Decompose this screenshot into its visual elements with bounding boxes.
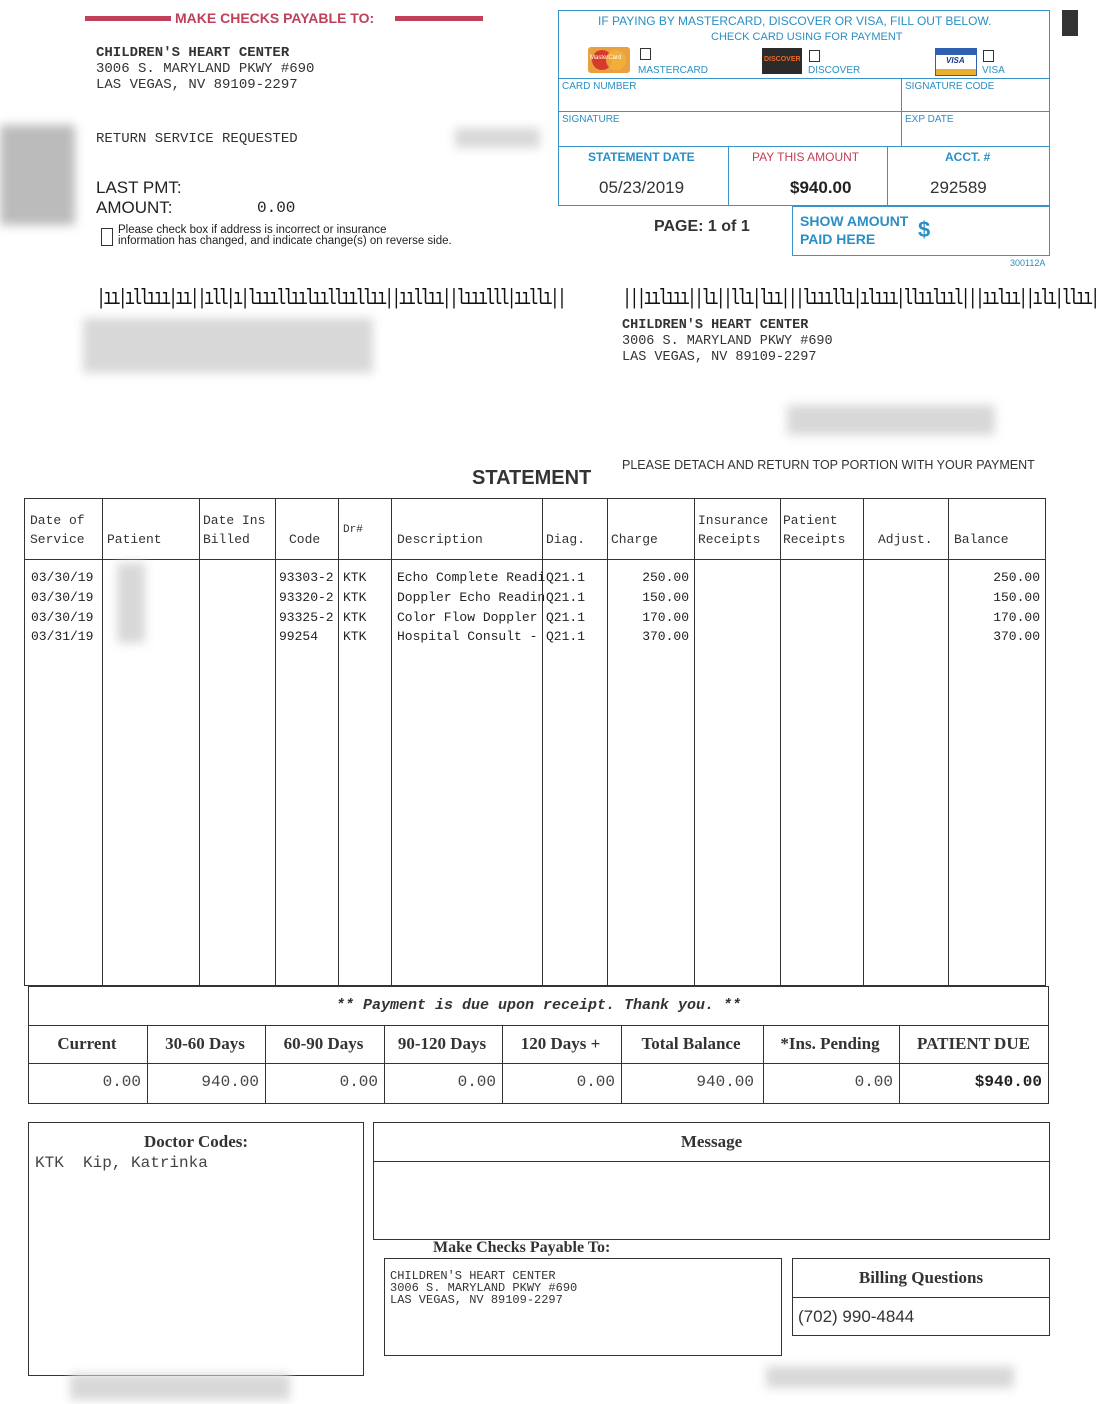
account-number: 292589 — [930, 178, 987, 197]
header-date-ins-1: Date Ins — [203, 513, 266, 528]
make-checks-header: MAKE CHECKS PAYABLE TO: — [85, 10, 485, 28]
footer-payee-3: LAS VEGAS, NV 89109-2297 — [390, 1293, 563, 1307]
mastercard-checkbox[interactable] — [640, 48, 651, 60]
card-box-subtitle: CHECK CARD USING FOR PAYMENT — [711, 31, 903, 43]
header-description: Description — [397, 532, 483, 547]
payee-address-line2: LAS VEGAS, NV 89109-2297 — [96, 77, 298, 93]
visa-logo: VISA — [935, 48, 977, 76]
aging-label-120-plus: 120 Days + — [520, 1034, 601, 1053]
mastercard-logo: MasterCard — [588, 47, 630, 73]
show-amount-label-1: SHOW AMOUNT — [800, 213, 909, 229]
aging-value-60-90: 0.00 — [339, 1073, 378, 1091]
doctor-codes-label: Doctor Codes: — [143, 1132, 249, 1151]
aging-value-30-60: 940.00 — [201, 1073, 259, 1091]
table-row: 03/30/19 93325-2 KTK Color Flow Doppler Q21.1 170.00 170.00 — [31, 610, 1040, 625]
return-service-requested: RETURN SERVICE REQUESTED — [96, 131, 298, 147]
mastercard-label: MASTERCARD — [638, 65, 709, 76]
exp-date-field[interactable]: EXP DATE — [905, 114, 954, 125]
return-address-name: CHILDREN'S HEART CENTER — [622, 318, 809, 333]
message-box — [373, 1122, 1050, 1240]
signature-field[interactable]: SIGNATURE — [562, 114, 620, 125]
aging-label-patient-due: PATIENT DUE — [917, 1034, 1030, 1053]
billing-questions-label: Billing Questions — [858, 1268, 984, 1287]
aging-label-total-balance: Total Balance — [641, 1034, 741, 1053]
card-number-field[interactable]: CARD NUMBER — [562, 81, 637, 92]
signature-code-field[interactable]: SIGNATURE CODE — [905, 81, 995, 92]
statement-date-label: STATEMENT DATE — [588, 150, 695, 164]
discover-label: DISCOVER — [808, 65, 861, 76]
acct-label: ACCT. # — [945, 150, 991, 164]
address-change-checkbox[interactable] — [101, 228, 113, 246]
aging-label-30-60: 30-60 Days — [165, 1034, 245, 1053]
header-ins-receipts-1: Insurance — [698, 513, 769, 528]
footer-payee-1: CHILDREN'S HEART CENTER — [390, 1269, 556, 1283]
table-row: 03/31/19 99254 KTK Hospital Consult - Q21.1 370.00 370.00 — [31, 629, 1040, 644]
return-address-line2: LAS VEGAS, NV 89109-2297 — [622, 350, 817, 365]
form-code: 300112A — [1010, 258, 1046, 268]
header-dr: Dr# — [343, 524, 363, 536]
return-address-line1: 3006 S. MARYLAND PKWY #690 — [622, 334, 833, 349]
visa-label: VISA — [982, 65, 1005, 76]
show-amount-label-2: PAID HERE — [800, 231, 876, 247]
billing-phone: (702) 990-4844 — [798, 1307, 915, 1326]
visa-checkbox[interactable] — [983, 50, 994, 62]
detach-note: PLEASE DETACH AND RETURN TOP PORTION WITH YOUR PAYMENT — [622, 458, 1035, 472]
aging-label-ins-pending: *Ins. Pending — [780, 1034, 880, 1053]
pay-amount-value: $940.00 — [790, 178, 852, 197]
doctor-codes-box — [28, 1122, 364, 1376]
barcode-right: |||ıılııı||lı||llı|lıı|||lıııllı|ılııı|llıılııl|||ıılıı||ılı|llıı| — [622, 287, 1097, 312]
last-payment-label: LAST PMT: — [96, 178, 182, 197]
header-diag: Diag. — [546, 532, 586, 547]
header-ins-receipts-2: Receipts — [698, 532, 761, 547]
payee-name: CHILDREN'S HEART CENTER — [96, 45, 290, 61]
header-pat-receipts-2: Receipts — [783, 532, 846, 547]
payment-due-notice: ** Payment is due upon receipt. Thank you. ** — [335, 997, 742, 1014]
last-payment-amount: 0.00 — [257, 199, 296, 217]
aging-value-120-plus: 0.00 — [576, 1073, 615, 1091]
discover-logo: DISCOVER — [762, 48, 802, 74]
dollar-sign: $ — [918, 217, 931, 242]
aging-label-60-90: 60-90 Days — [283, 1034, 364, 1053]
billing-questions-box — [792, 1258, 1050, 1336]
aging-value-total-balance: 940.00 — [696, 1073, 754, 1091]
checkbox-note-2: information has changed, and indicate change(s) on reverse side. — [118, 235, 452, 247]
header-adjust: Adjust. — [878, 532, 933, 547]
header-pat-receipts-1: Patient — [783, 513, 838, 528]
discover-checkbox[interactable] — [809, 50, 820, 62]
message-label: Message — [680, 1132, 743, 1151]
statement-table — [24, 498, 1046, 986]
statement-title: STATEMENT — [472, 467, 592, 489]
table-row: 03/30/19 93303-2 KTK Echo Complete Readi Q21.1 250.00 250.00 — [31, 570, 1040, 585]
aging-value-90-120: 0.00 — [457, 1073, 496, 1091]
doctor-codes-value: KTK Kip, Katrinka — [35, 1154, 208, 1172]
header-code: Code — [289, 532, 321, 547]
aging-label-current: Current — [57, 1034, 117, 1053]
amount-label: AMOUNT: — [96, 198, 173, 217]
page-indicator: PAGE: 1 of 1 — [654, 218, 750, 235]
aging-label-90-120: 90-120 Days — [397, 1034, 487, 1053]
aging-value-current: 0.00 — [102, 1073, 141, 1091]
statement-date-value: 05/23/2019 — [599, 178, 685, 197]
barcode-left: |ıı|ıllııı|ıı||ıll|ı|lıııllıılııllııllıı||ııllıı||lııılll|ııllı|| — [96, 287, 565, 312]
pay-amount-label: PAY THIS AMOUNT — [752, 150, 860, 164]
checkbox-note-1: Please check box if address is incorrect or insurance — [118, 224, 387, 236]
payee-address-line1: 3006 S. MARYLAND PKWY #690 — [96, 61, 315, 77]
footer-payee-2: 3006 S. MARYLAND PKWY #690 — [390, 1281, 578, 1295]
aging-value-patient-due: $940.00 — [974, 1073, 1042, 1091]
header-patient: Patient — [107, 532, 162, 547]
header-date-of-service-2: Service — [30, 532, 85, 547]
make-checks-footer-label: Make Checks Payable To: — [433, 1239, 611, 1256]
aging-value-ins-pending: 0.00 — [854, 1073, 893, 1091]
table-row: 03/30/19 93320-2 KTK Doppler Echo Readin Q21.1 150.00 150.00 — [31, 590, 1040, 605]
header-date-of-service-1: Date of — [30, 513, 85, 528]
payee-footer-box — [384, 1258, 782, 1356]
card-box-title: IF PAYING BY MASTERCARD, DISCOVER OR VISA, FILL OUT BELOW. — [598, 14, 992, 28]
header-date-ins-2: Billed — [203, 532, 250, 547]
header-charge: Charge — [611, 532, 658, 547]
header-balance: Balance — [954, 532, 1009, 547]
